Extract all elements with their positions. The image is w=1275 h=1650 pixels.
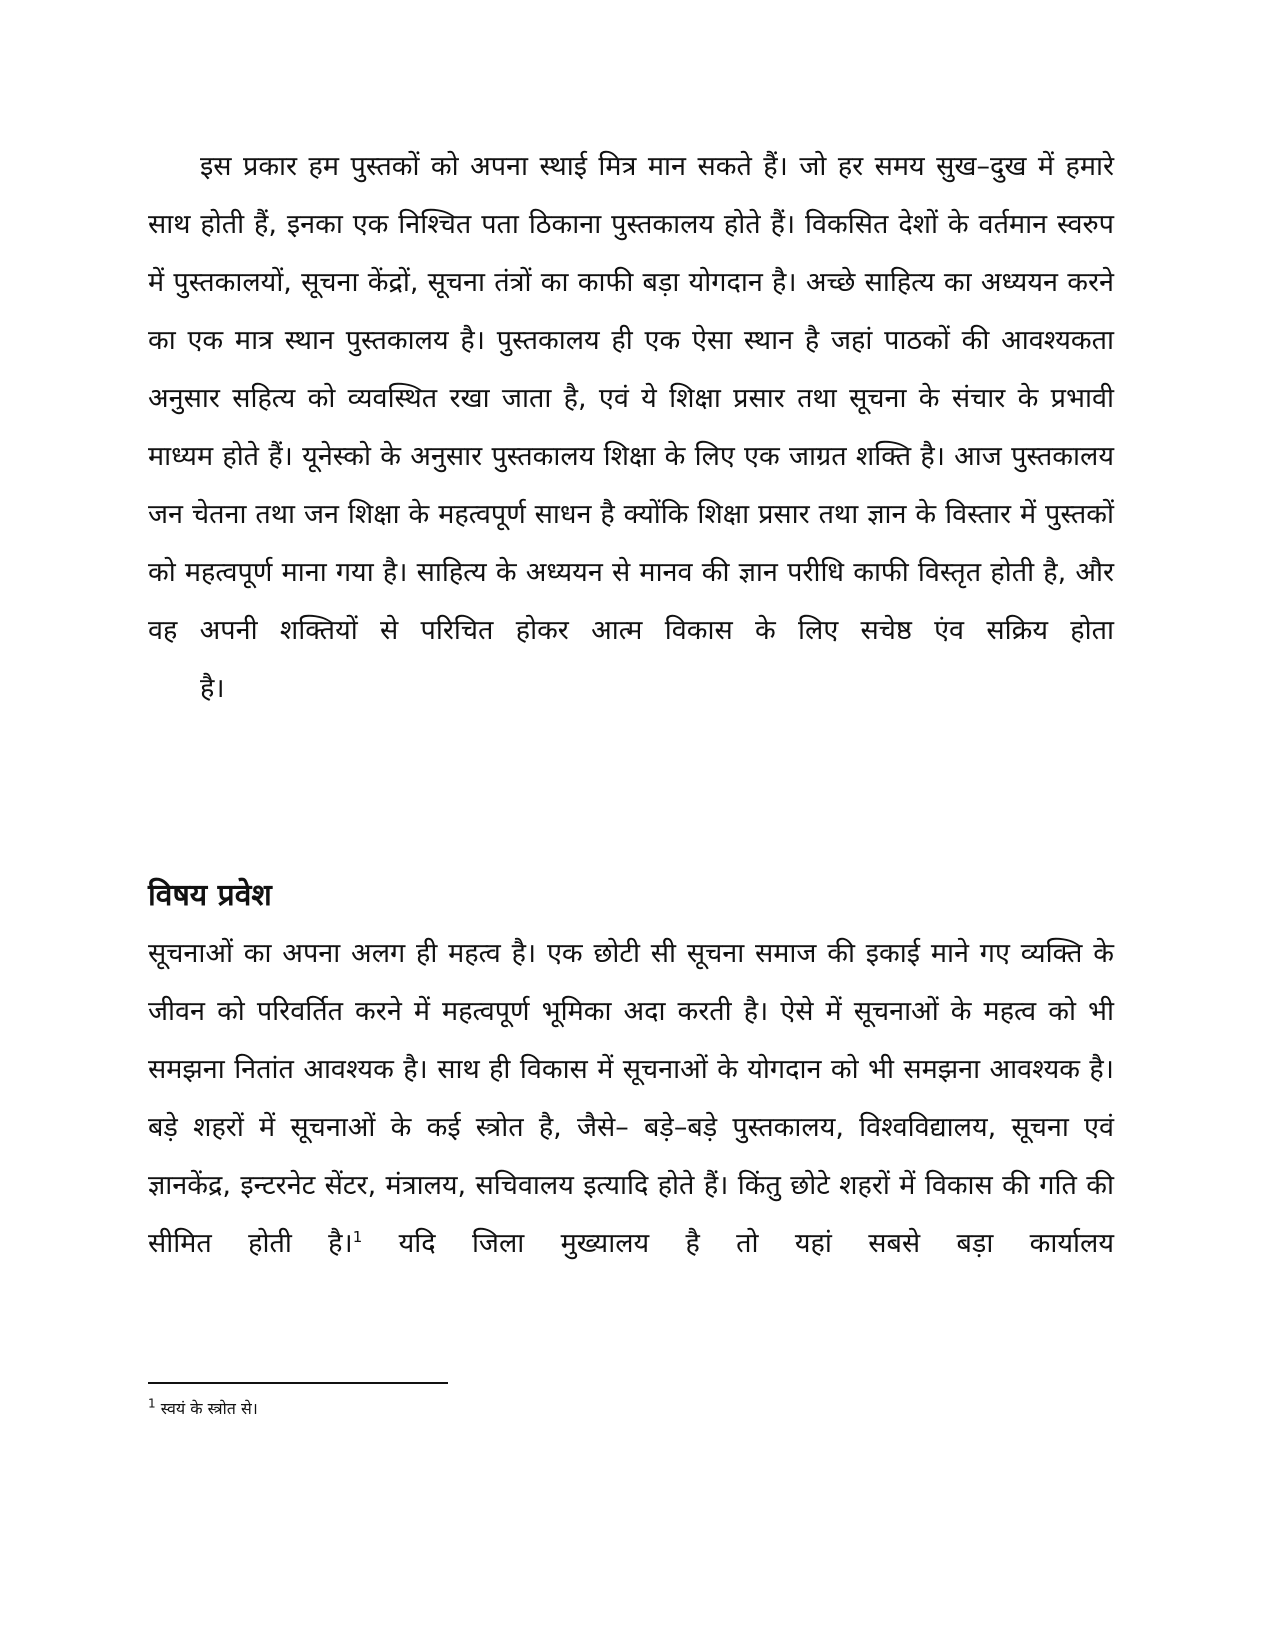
paragraph-libraries (148, 138, 1114, 718)
section-heading: विषय प्रवेश (148, 878, 272, 913)
footnote (148, 1397, 258, 1421)
footnote-divider (148, 1382, 448, 1384)
paragraph-libraries-last-line: है। (200, 673, 225, 704)
footnote-text: स्वयं के स्त्रोत से। (155, 1399, 258, 1418)
paragraph-introduction-continuation: यदि जिला मुख्यालय है तो यहां सबसे बड़ा कार्यालय (362, 1228, 1114, 1259)
paragraph-introduction-text: सूचनाओं का अपना अलग ही महत्व है। एक छोटी सी सूचना समाज की इकाई माने गए व्यक्ति के जीवन को परिवर्तित करने में महत्वपूर्ण भूमिका अदा करती है। ऐसे में सूचनाओं के महत्व को भी समझना नितांत आवश्यक है। साथ ही विकास में सूचनाओं के योगदान को भी समझना आवश्यक है। बड़े शहरों में सूचनाओं के कई स्त्रोत है, जैसे– बड़े–बड़े पुस्तकालय, विश्वविद्यालय, सूचना एवं ज्ञानकेंद्र, इन्टरनेट सेंटर, मंत्रालय, सचिवालय इत्यादि होते हैं। किंतु छोटे शहरों में विकास की गति की सीमित होती है। (148, 938, 1114, 1259)
footnote-number: 1 (148, 1396, 156, 1411)
paragraph-introduction (148, 925, 1114, 1273)
paragraph-libraries-body: इस प्रकार हम पुस्तकों को अपना स्थाई मित्र मान सकते हैं। जो हर समय सुख–दुख में हमारे साथ होती हैं, इनका एक निश्चित पता ठिकाना पुस्तकालय होते हैं। विकसित देशों के वर्तमान स्वरुप में पुस्तकालयों, सूचना केंद्रों, सूचना तंत्रों का काफी बड़ा योगदान है। अच्छे साहित्य का अध्ययन करने का एक मात्र स्थान पुस्तकालय है। पुस्तकालय ही एक ऐसा स्थान है जहां पाठकों की आवश्यकता अनुसार सहित्य को व्यवस्थित रखा जाता है, एवं ये शिक्षा प्रसार तथा सूचना के संचार के प्रभावी माध्यम होते हैं। यूनेस्को के अनुसार पुस्तकालय शिक्षा के लिए एक जाग्रत शक्ति है। आज पुस्तकालय जन चेतना तथा जन शिक्षा के महत्वपूर्ण साधन है क्योंकि शिक्षा प्रसार तथा ज्ञान के विस्तार में पुस्तकों को महत्वपूर्ण माना गया है। साहित्य के अध्ययन से मानव की ज्ञान परीधि काफी विस्तृत होती है, और वह अपनी शक्तियों से परिचित होकर आत्म विकास के लिए सचेष्ठ एंव सक्रिय होता (148, 151, 1114, 646)
footnote-reference[interactable]: 1 (352, 1228, 363, 1246)
